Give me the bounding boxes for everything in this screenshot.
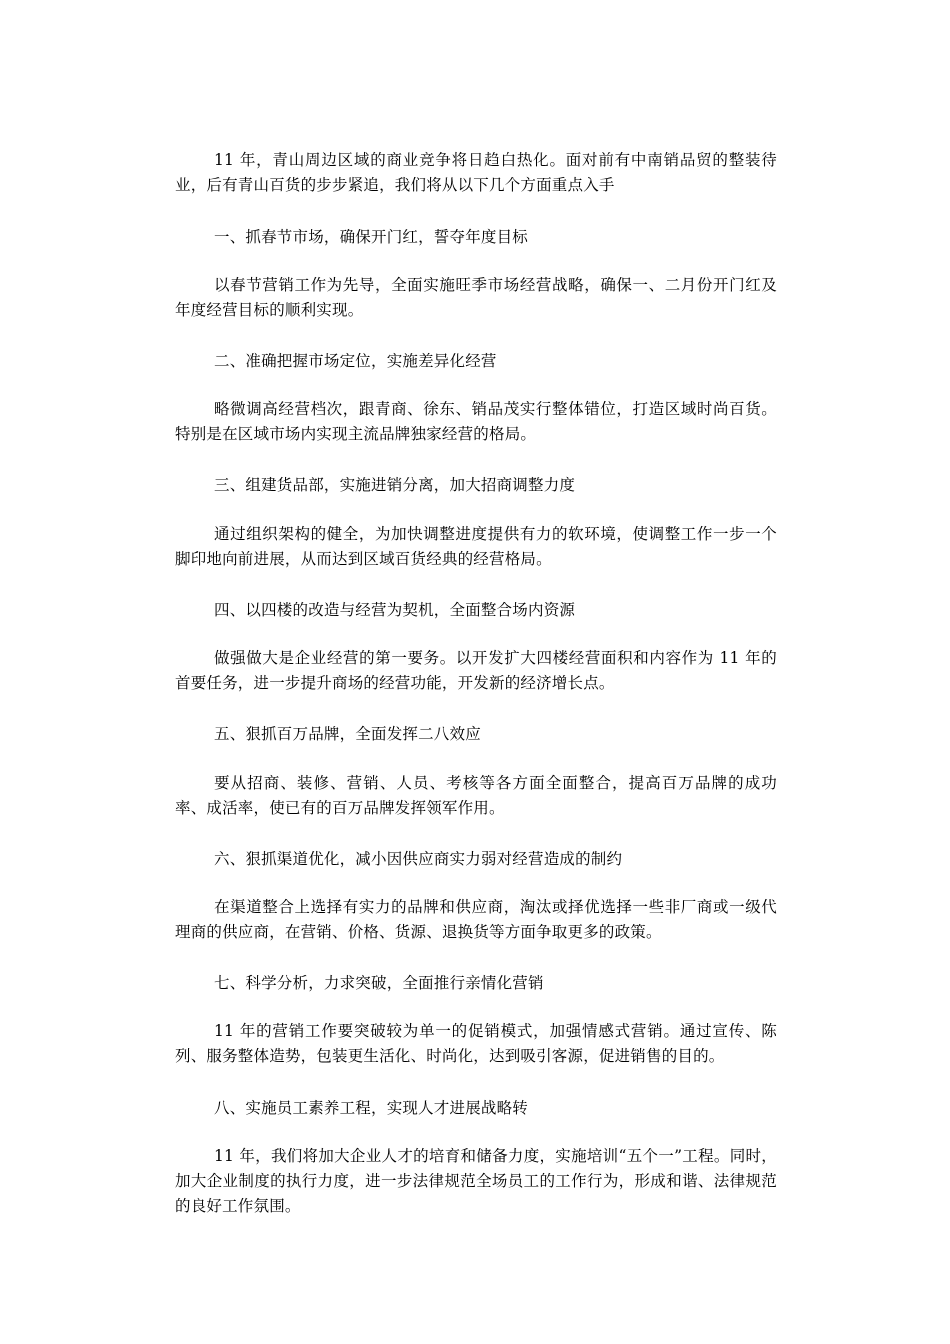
section-body-2: 略微调高经营档次，跟青商、徐东、销品茂实行整体错位，打造区域时尚百货。特别是在区域市场内实现主流品牌独家经营的格局。 <box>175 400 777 443</box>
section-heading-3: 三、组建货品部，实施进销分离，加大招商调整力度 <box>214 476 576 494</box>
section-heading-8: 八、实施员工素养工程，实现人才进展战略转 <box>214 1099 529 1117</box>
intro-paragraph: 11 年，青山周边区域的商业竞争将日趋白热化。面对前有中南销品贸的整装待业，后有青山百货的步步紧追，我们将从以下几个方面重点入手 <box>175 151 777 194</box>
section-heading-1: 一、抓春节市场，确保开门红，誓夺年度目标 <box>214 228 529 246</box>
section-heading-5: 五、狠抓百万品牌，全面发挥二八效应 <box>214 725 481 743</box>
section-body-5: 要从招商、装修、营销、人员、考核等各方面全面整合，提高百万品牌的成功率、成活率，使已有的百万品牌发挥领军作用。 <box>175 774 777 817</box>
section-body-6: 在渠道整合上选择有实力的品牌和供应商，淘汰或择优选择一些非厂商或一级代理商的供应商，在营销、价格、货源、退换货等方面争取更多的政策。 <box>175 898 777 941</box>
section-body-3: 通过组织架构的健全，为加快调整进度提供有力的软环境，使调整工作一步一个脚印地向前进展，从而达到区域百货经典的经营格局。 <box>175 525 777 568</box>
section-body-7: 11 年的营销工作要突破较为单一的促销模式，加强情感式营销。通过宣传、陈列、服务整体造势，包装更生活化、时尚化，达到吸引客源，促进销售的目的。 <box>175 1022 777 1065</box>
section-heading-4: 四、以四楼的改造与经营为契机，全面整合场内资源 <box>214 601 576 619</box>
section-body-1: 以春节营销工作为先导，全面实施旺季市场经营战略，确保一、二月份开门红及年度经营目标的顺利实现。 <box>175 276 777 319</box>
section-body-8: 11 年，我们将加大企业人才的培育和储备力度，实施培训“五个一”工程。同时，加大企业制度的执行力度，进一步法律规范全场员工的工作行为，形成和谐、法律规范的良好工作氛围。 <box>175 1147 777 1215</box>
section-heading-6: 六、狠抓渠道优化，减小因供应商实力弱对经营造成的制约 <box>214 850 623 868</box>
section-heading-7: 七、科学分析，力求突破，全面推行亲情化营销 <box>214 974 544 992</box>
section-heading-2: 二、准确把握市场定位，实施差异化经营 <box>214 352 497 370</box>
section-body-4: 做强做大是企业经营的第一要务。以开发扩大四楼经营面积和内容作为 11 年的首要任务，进一步提升商场的经营功能，开发新的经济增长点。 <box>175 649 777 692</box>
